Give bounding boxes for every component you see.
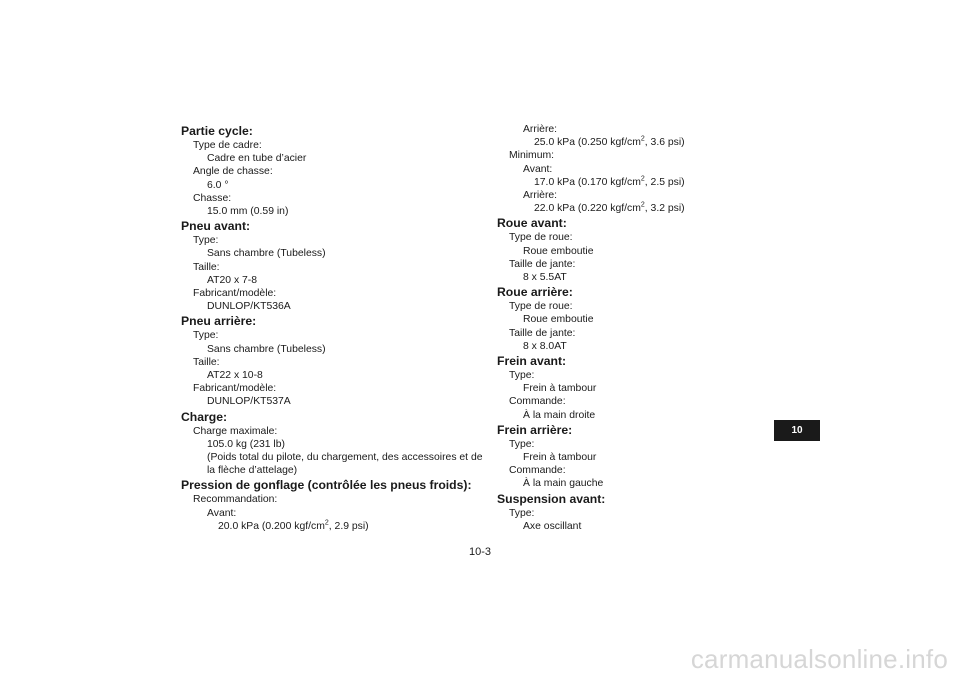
left-column bbox=[181, 123, 481, 533]
section-heading-partie-cycle: Partie cycle: bbox=[181, 124, 253, 138]
spec-label: Taille: bbox=[193, 261, 220, 273]
chapter-tab: 10 bbox=[774, 420, 820, 441]
section-heading-roue-arriere: Roue arrière: bbox=[497, 285, 573, 300]
section-heading-pneu-avant: Pneu avant: bbox=[181, 219, 251, 234]
spec-note: (Poids total du pilote, du chargement, des accessoires et de la flèche d’attelage) bbox=[207, 452, 483, 477]
spec-label: Chasse: bbox=[193, 192, 232, 204]
spec-label: Type: bbox=[193, 330, 219, 342]
spec-value: Sans chambre (Tubeless) bbox=[207, 248, 326, 260]
section-heading-roue-avant: Roue avant: bbox=[497, 216, 567, 231]
spec-value: Axe oscillant bbox=[523, 520, 582, 532]
spec-value: AT22 x 10-8 bbox=[207, 370, 263, 382]
section-heading-frein-arriere: Frein arrière: bbox=[497, 422, 573, 437]
spec-label: Type de roue: bbox=[509, 232, 573, 244]
spec-value: 17.0 kPa (0.170 kgf/$cm^2$, 2.5 psi) bbox=[534, 175, 685, 188]
spec-value: AT20 x 7-8 bbox=[207, 274, 258, 286]
spec-value: 25.0 kPa (0.250 kgf/$cm^2$, 3.6 psi) bbox=[534, 135, 685, 149]
spec-value: Sans chambre (Tubeless) bbox=[207, 343, 326, 355]
section-heading-pression: Pression de gonflage (contrôlée les pneus froids): bbox=[181, 478, 472, 493]
spec-value: 20.0 kPa (0.200 kgf/$cm^2$, 2.9 psi) bbox=[218, 519, 369, 532]
spec-value: Roue emboutie bbox=[523, 245, 594, 257]
section-heading-charge: Charge: bbox=[181, 409, 228, 424]
spec-label: Type: bbox=[509, 507, 535, 519]
watermark: carmanualsonline.info bbox=[690, 644, 948, 674]
spec-sublabel: Avant: bbox=[207, 507, 237, 519]
spec-value: Frein à tambour bbox=[523, 383, 597, 395]
spec-value: 8 x 5.5AT bbox=[523, 272, 567, 284]
spec-value: 6.0 ° bbox=[207, 179, 229, 191]
spec-label: Type: bbox=[509, 370, 535, 382]
spec-value: À la main gauche bbox=[523, 478, 604, 490]
spec-sublabel: Arrière: bbox=[523, 124, 558, 135]
spec-label: Taille de jante: bbox=[509, 258, 576, 270]
spec-sublabel: Avant: bbox=[523, 163, 553, 175]
section-heading-suspension-avant: Suspension avant: bbox=[497, 491, 606, 506]
spec-label: Fabricant/modèle: bbox=[193, 288, 277, 300]
spec-value: 8 x 8.0AT bbox=[523, 340, 567, 352]
spec-label: Angle de chasse: bbox=[193, 166, 273, 178]
spec-label: Charge maximale: bbox=[193, 425, 278, 437]
section-heading-frein-avant: Frein avant: bbox=[497, 354, 567, 369]
spec-value: Roue emboutie bbox=[523, 314, 594, 326]
spec-label: Recommandation: bbox=[193, 494, 278, 506]
spec-label: Type de roue: bbox=[509, 301, 573, 313]
spec-value: DUNLOP/KT536A bbox=[207, 301, 291, 313]
spec-label: Commande: bbox=[509, 396, 566, 408]
spec-value: Cadre en tube d’acier bbox=[207, 153, 307, 165]
spec-value: DUNLOP/KT537A bbox=[207, 396, 291, 408]
spec-label: Taille de jante: bbox=[509, 327, 576, 339]
spec-sublabel: Arrière: bbox=[523, 190, 558, 202]
right-column bbox=[497, 123, 767, 533]
spec-label: Fabricant/modèle: bbox=[193, 383, 277, 395]
spec-label: Type: bbox=[509, 438, 535, 450]
spec-label: Minimum: bbox=[509, 150, 555, 162]
spec-label: Commande: bbox=[509, 465, 566, 477]
spec-label: Taille: bbox=[193, 356, 220, 368]
spec-label: Type: bbox=[193, 235, 219, 247]
spec-label: Type de cadre: bbox=[193, 140, 262, 151]
spec-value: Frein à tambour bbox=[523, 452, 597, 464]
spec-value: 22.0 kPa (0.220 kgf/$cm^2$, 3.2 psi) bbox=[534, 201, 685, 215]
section-heading-pneu-arriere: Pneu arrière: bbox=[181, 314, 257, 329]
spec-value: À la main droite bbox=[523, 409, 596, 421]
page-number: 10-3 bbox=[468, 546, 492, 558]
spec-value: 105.0 kg (231 lb) bbox=[207, 438, 285, 450]
spec-value: 15.0 mm (0.59 in) bbox=[207, 206, 289, 218]
